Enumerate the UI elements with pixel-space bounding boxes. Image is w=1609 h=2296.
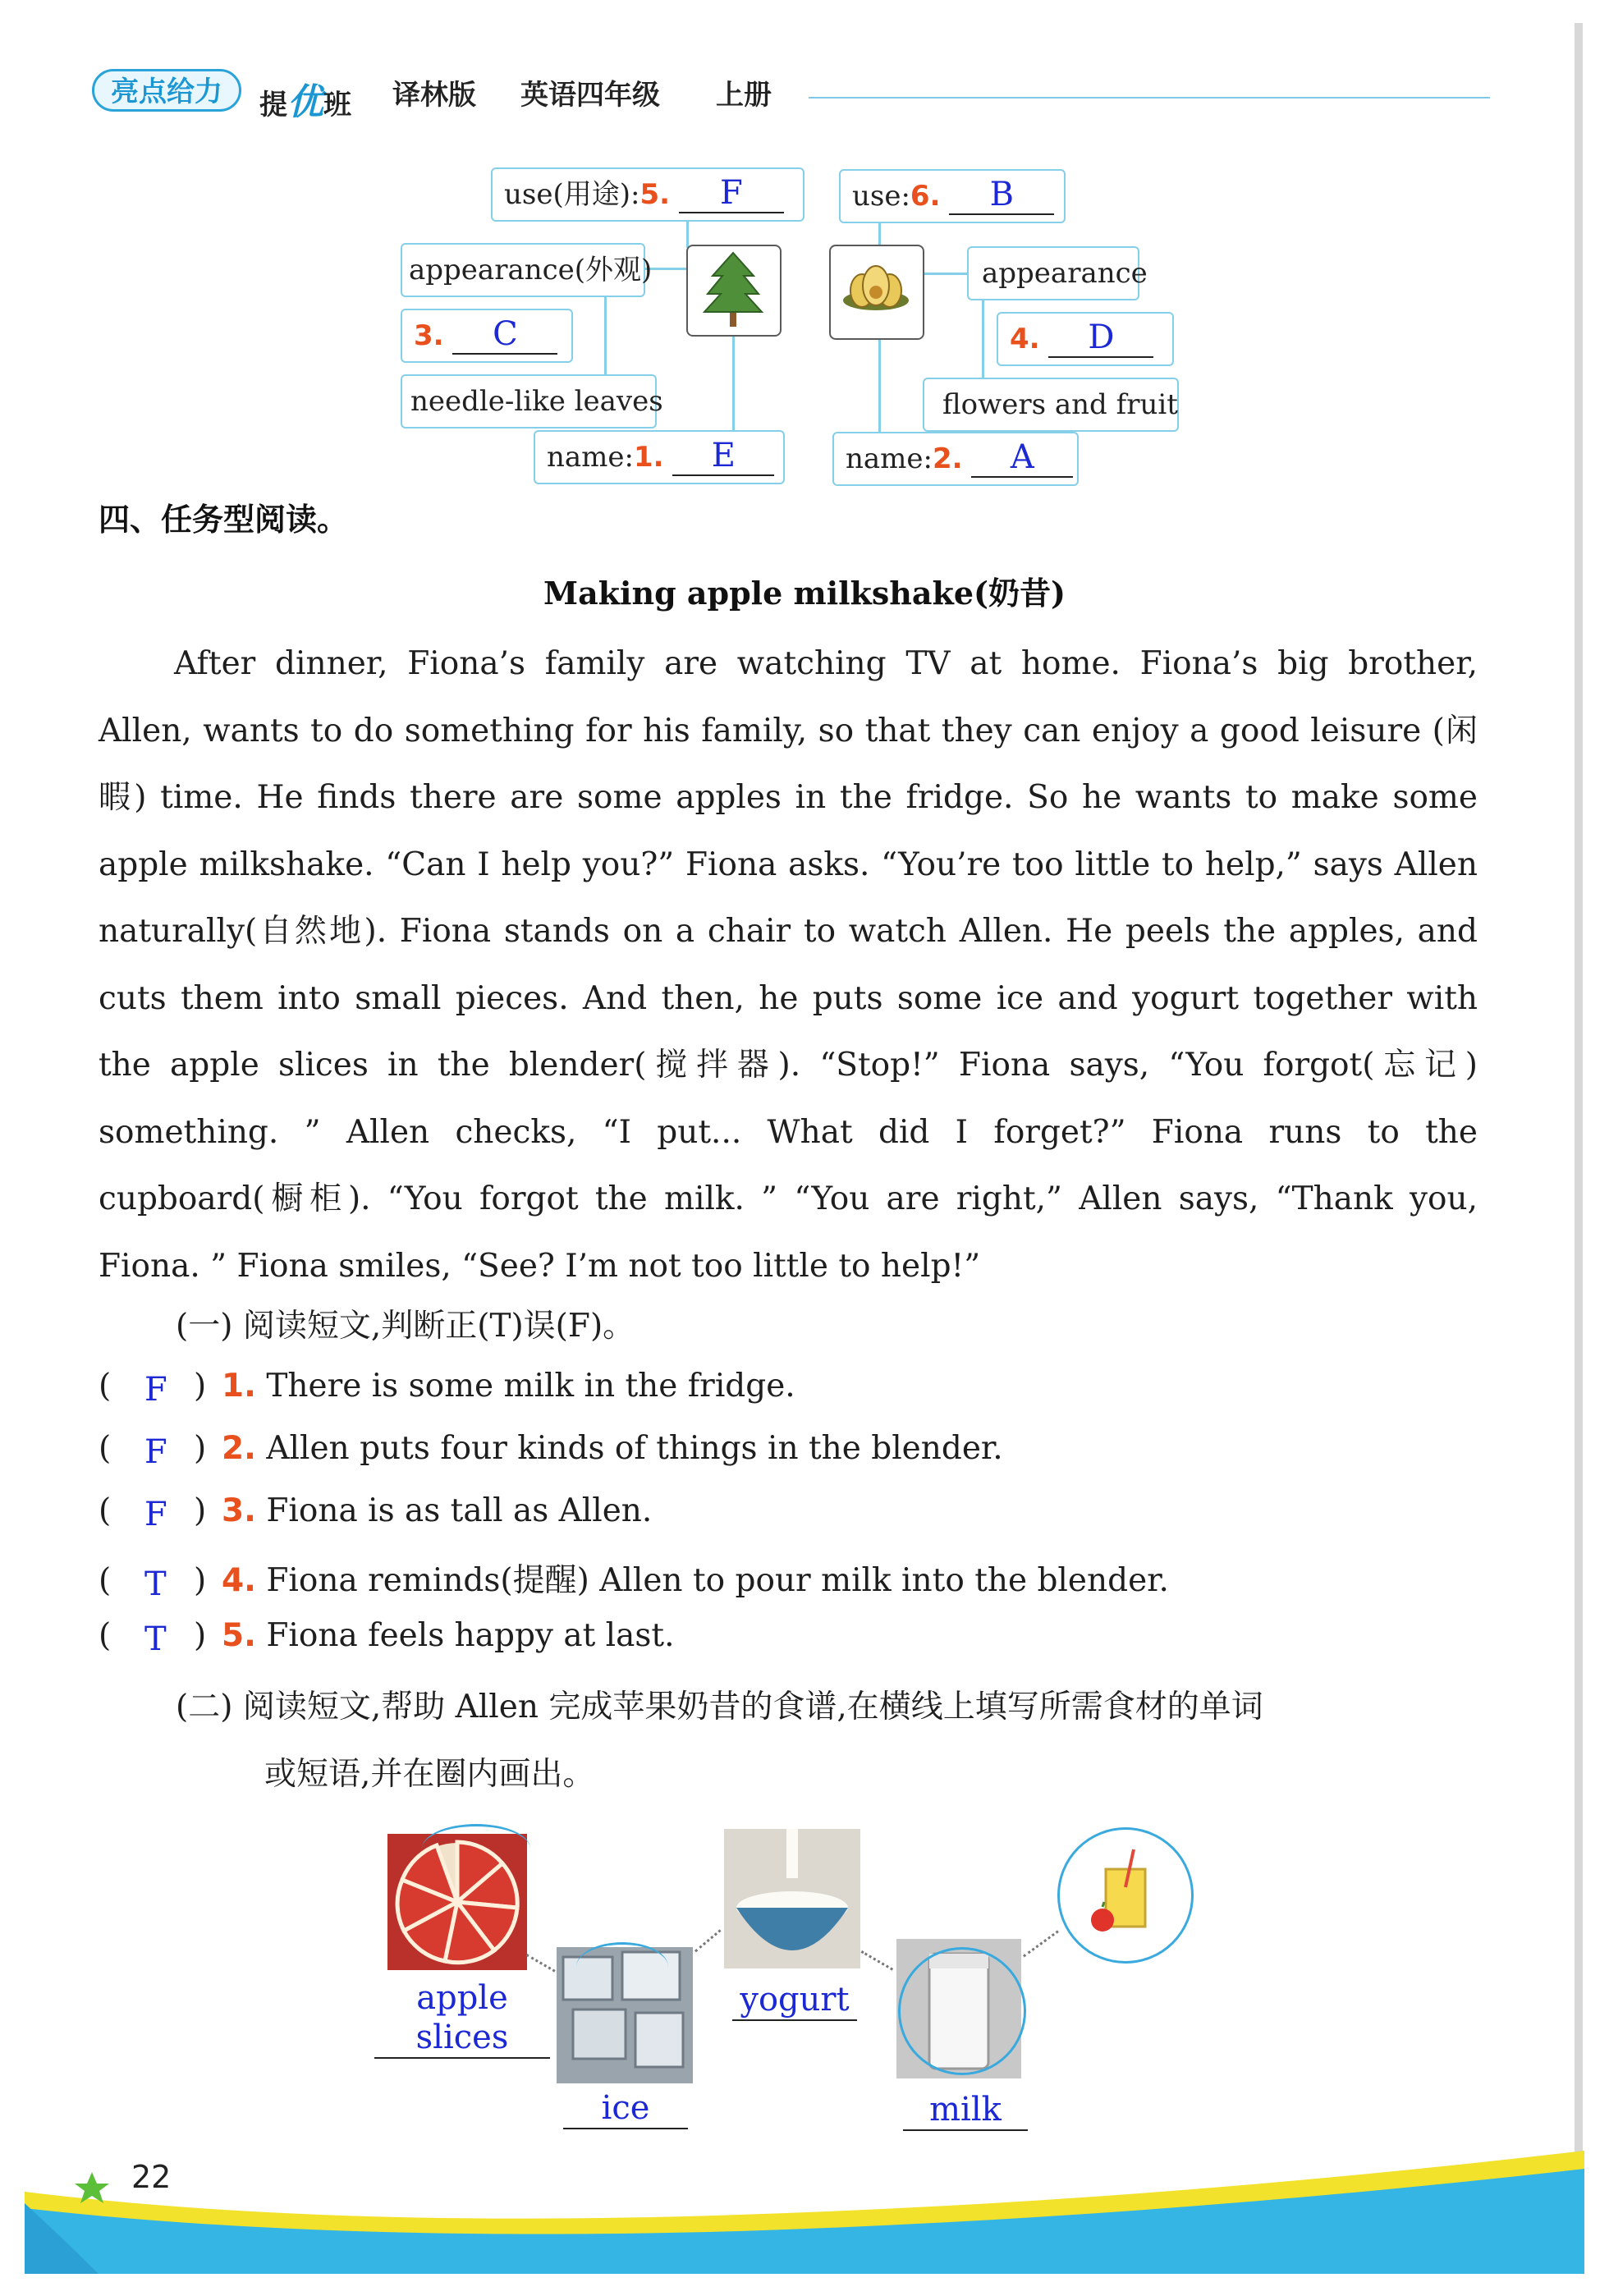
question-text: Fiona reminds(提醒) Allen to pour milk into the blender.: [266, 1562, 1169, 1599]
header-badge: 亮点给力: [92, 69, 241, 112]
tf-answer: F: [144, 1433, 167, 1471]
question-number: 4.: [222, 1562, 256, 1599]
question-text: Allen puts four kinds of things in the blender.: [266, 1430, 1003, 1467]
tf-question: [99, 1430, 1003, 1471]
question-number: 5.: [222, 1617, 256, 1654]
header-rule: [809, 97, 1490, 99]
close-paren: ): [194, 1562, 207, 1599]
connector: [982, 299, 984, 379]
tf-answer: T: [144, 1565, 167, 1603]
dotted-connector: [1023, 1930, 1059, 1957]
label-milk: milk: [903, 2090, 1028, 2131]
open-paren: (: [99, 1617, 112, 1654]
question-number: 2.: [932, 442, 963, 475]
story-paragraph: [99, 630, 1478, 1299]
page-edge: [1575, 23, 1583, 2174]
question-number: 1.: [633, 441, 664, 474]
open-paren: (: [99, 1492, 112, 1529]
left-name-box: [534, 430, 785, 484]
part2-instruction-line1: (二) 阅读短文,帮助 Allen 完成苹果奶昔的食谱,在横线上填写所需食材的单词: [176, 1689, 1263, 1725]
tf-question: [99, 1555, 1169, 1601]
draw-circle: [898, 1947, 1026, 2075]
question-text: There is some milk in the fridge.: [266, 1368, 795, 1405]
name-label: name:: [846, 442, 933, 475]
header-volume: 上册: [716, 79, 772, 112]
right-use-box: [839, 169, 1066, 223]
question-number: 5.: [639, 178, 671, 211]
question-text: Fiona feels happy at last.: [266, 1617, 675, 1654]
question-number: 6.: [910, 180, 941, 213]
connector: [732, 335, 735, 433]
left-appearance-box: appearance(外观): [401, 243, 645, 297]
yogurt-icon: [724, 1829, 860, 1968]
close-paren: ): [194, 1492, 207, 1529]
question-number: 1.: [222, 1368, 256, 1405]
tf-answer: F: [144, 1496, 167, 1533]
use-label: use(用途):: [504, 178, 640, 211]
open-paren: (: [99, 1430, 112, 1467]
tf-question: [99, 1368, 795, 1409]
tf-answer: T: [144, 1620, 167, 1658]
right-name-box: [832, 432, 1079, 486]
question-number: 4.: [1010, 323, 1040, 355]
label-yogurt: yogurt: [732, 1980, 857, 2021]
question-number: 3.: [222, 1492, 256, 1529]
answer-6: B: [949, 176, 1054, 215]
answer-4: D: [1048, 319, 1153, 358]
part1-instruction: (一) 阅读短文,判断正(T)误(F)。: [176, 1308, 635, 1345]
open-paren: (: [99, 1562, 112, 1599]
tree-picture: [686, 245, 782, 337]
draw-circle: [422, 1824, 530, 1873]
connector: [924, 273, 967, 275]
header-book: 英语四年级: [520, 79, 660, 112]
story-title: Making apple milkshake(奶昔): [543, 575, 1066, 612]
milkshake-icon: [1060, 1830, 1191, 1961]
yogurt-picture: [724, 1829, 860, 1968]
connector: [604, 296, 607, 378]
header-brand: [259, 72, 351, 125]
question-text: Fiona is as tall as Allen.: [266, 1492, 653, 1529]
footer-wave: [0, 2126, 1609, 2296]
section-title: 四、任务型阅读。: [99, 502, 349, 538]
left-use-box: [491, 167, 804, 222]
left-item-box: needle-like leaves: [401, 374, 657, 428]
page-number: 22: [131, 2159, 172, 2195]
lotus-icon: [831, 246, 921, 337]
brand-post: 班: [323, 89, 351, 121]
label-apple-slices: apple slices: [374, 1978, 550, 2059]
milkshake-circle: [1057, 1827, 1194, 1964]
lotus-picture: [829, 245, 924, 340]
open-paren: (: [99, 1368, 112, 1405]
brand-pre: 提: [259, 89, 287, 121]
left-item3-box: [401, 309, 573, 363]
use-label: use:: [852, 180, 910, 213]
part2-instruction-line2: 或短语,并在圈内画出。: [264, 1756, 595, 1793]
tf-question: [99, 1617, 675, 1658]
question-number: 2.: [222, 1430, 256, 1467]
name-label: name:: [547, 441, 634, 474]
paragraph-text: After dinner, Fiona’s family are watching TV at home. Fiona’s big brother, Allen, wants to do something for his family, so that they can enjoy a good leisure (闲暇) time. He finds there are some apples in the fridge. So he wants to make some apple milkshake. “Can I help you?” Fiona asks. “You’re too little to help,” says Allen naturally(自然地). Fiona stands on a chair to watch Allen. He peels the apples, and cuts them into small pieces. And then, he puts some ice and yogurt together with the apple slices in the blender(搅拌器). “Stop!” Fiona says, “You forgot(忘记) something. ” Allen checks, “I put... What did I forget?” Fiona runs to the cupboard(橱柜). “You forgot the milk. ” “You are right,” Allen says, “Thank you, Fiona. ” Fiona smiles, “See? I’m not too little to help!”: [99, 645, 1478, 1285]
question-number: 3.: [414, 319, 444, 352]
connector: [686, 218, 689, 248]
right-item4-box: [997, 312, 1174, 366]
label-ice: ice: [563, 2088, 688, 2129]
dotted-connector: [861, 1950, 894, 1971]
answer-3: C: [452, 315, 557, 355]
draw-circle: [576, 1942, 668, 1991]
tree-icon: [688, 246, 778, 333]
close-paren: ): [194, 1617, 207, 1654]
dotted-connector: [694, 1929, 722, 1952]
answer-1: E: [672, 437, 774, 476]
brand-you: 优: [287, 81, 323, 123]
right-item-box: flowers and fruit: [923, 378, 1179, 432]
close-paren: ): [194, 1368, 207, 1405]
answer-5: F: [679, 174, 784, 213]
dotted-connector: [526, 1954, 556, 1973]
close-paren: ): [194, 1430, 207, 1467]
tf-question: [99, 1492, 653, 1533]
tf-answer: F: [144, 1371, 167, 1409]
answer-2: A: [971, 438, 1073, 478]
right-appearance-box: appearance: [967, 246, 1139, 300]
header-edition: 译林版: [392, 79, 476, 112]
